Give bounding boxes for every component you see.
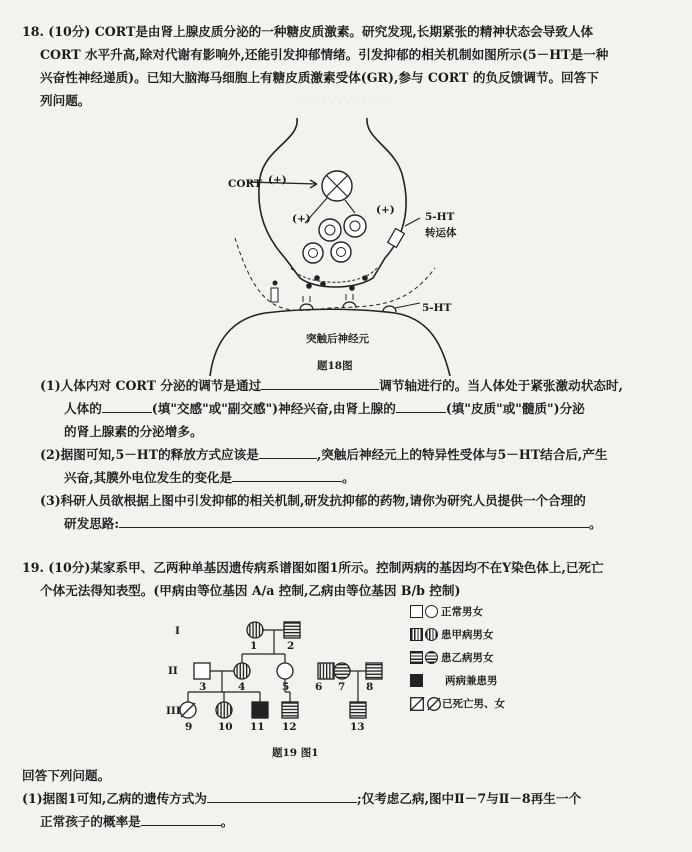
legend-both: 两病兼患男 <box>410 669 505 692</box>
q18-p1-c: 人体的 <box>64 401 102 416</box>
id-11: 11 <box>250 721 265 733</box>
answer-blank-3[interactable] <box>396 398 446 413</box>
bleed-through-text: · · · · · · · · · · · · <box>300 97 388 111</box>
id-13: 13 <box>350 721 365 733</box>
id-9: 9 <box>185 721 193 733</box>
q18-line-3: 兴奋性神经递质)。已知大脑海马细胞上有糖皮质激素受体(GR),参与 CORT 的负反馈调节。回答下 <box>40 70 599 85</box>
answer-blank-8[interactable] <box>141 811 221 826</box>
pedigree-chart <box>150 600 660 760</box>
answer-blank-1[interactable] <box>261 375 379 390</box>
id-2: 2 <box>287 640 295 652</box>
q18-p2-c: 兴奋,其膜外电位发生的变化是 <box>64 470 233 485</box>
id-6: 6 <box>315 681 323 693</box>
q18-p1-d: (填"交感"或"副交感")神经兴奋,由肾上腺的 <box>151 401 396 416</box>
label-postsynaptic-neuron: 突触后神经元 <box>306 333 369 345</box>
id-7: 7 <box>338 681 346 693</box>
id-4: 4 <box>238 681 246 693</box>
label-plus-2: (+) <box>292 213 311 225</box>
q19-p1-c: 正常孩子的概率是 <box>40 814 141 829</box>
q18-line-4: 列问题。 <box>40 93 91 108</box>
pedigree-legend <box>410 600 505 715</box>
id-10: 10 <box>218 721 233 733</box>
answer-blank-6[interactable] <box>119 513 589 528</box>
id-8: 8 <box>366 681 374 693</box>
q18-p2-a: (2)据图可知,5－HT的释放方式应该是 <box>40 447 259 462</box>
q18-p1-f: 的肾上腺素的分泌增多。 <box>64 424 203 439</box>
deceased-icon <box>410 697 442 711</box>
legend-normal: 正常男女 <box>410 600 505 623</box>
q18-p1-b: 调节轴进行的。当人体处于紧张激动状态时, <box>379 378 623 393</box>
q18-p3-c: 。 <box>589 516 602 531</box>
q18-p1-e: (填"皮质"或"髓质")分泌 <box>445 401 585 416</box>
id-5: 5 <box>282 681 290 693</box>
q18-line-2: CORT 水平升高,除对代谢有影响外,还能引发抑郁情绪。引发抑郁的相关机制如图所示(5－HT是一种 <box>40 47 609 62</box>
generation-3-label: III <box>166 705 181 717</box>
q18-p2-b: ,突触后神经元上的特异性受体与5－HT结合后,产生 <box>316 447 608 462</box>
label-plus-1: (+) <box>268 174 287 186</box>
id-12: 12 <box>282 721 297 733</box>
legend-deceased: 已死亡男、女 <box>410 692 505 715</box>
q19-line-1: 19. (10分)某家系甲、乙两种单基因遗传病系谱图如图1所示。控制两病的基因均不在Y染色体上,已死亡 <box>22 560 604 575</box>
q19-p1-a: (1)据图1可知,乙病的遗传方式为 <box>22 791 207 806</box>
legend-disease-a: 患甲病男女 <box>410 623 505 646</box>
answer-blank-4[interactable] <box>259 444 317 459</box>
q18-p3-a: (3)科研人员欲根据上图中引发抑郁的相关机制,研发抗抑郁的药物,请你为研究人员提供一个合理的 <box>40 493 586 508</box>
id-3: 3 <box>199 681 207 693</box>
q19-line-2: 个体无法得知表型。(甲病由等位基因 A/a 控制,乙病由等位基因 B/b 控制) <box>40 583 461 598</box>
question-18-parts <box>22 374 672 535</box>
figure-19-caption: 题19 图1 <box>272 747 319 759</box>
generation-1-label: I <box>175 625 180 637</box>
legend-disease-b: 患乙病男女 <box>410 646 505 669</box>
label-plus-3: (+) <box>376 204 395 216</box>
q18-p1-a: (1)人体内对 CORT 分泌的调节是通过 <box>40 378 262 393</box>
label-5ht-right: 5-HT <box>422 302 452 314</box>
q18-line-1: 18. (10分) CORT是由肾上腺皮质分泌的一种糖皮质激素。研究发现,长期紧张的精神状态会导致人体 <box>22 24 594 39</box>
answer-blank-2[interactable] <box>102 398 152 413</box>
label-transporter: 转运体 <box>425 227 457 239</box>
generation-2-label: II <box>168 665 178 677</box>
figure-18-caption: 题18图 <box>317 360 353 372</box>
q19-p1-b: ;仅考虑乙病,图中Ⅱ－7与Ⅱ－8再生一个 <box>356 791 582 806</box>
q19-answer-intro: 回答下列问题。 <box>22 768 111 783</box>
q18-p2-d: 。 <box>342 470 355 485</box>
question-19-parts <box>22 764 672 833</box>
label-5ht-transporter: 5-HT <box>425 211 455 223</box>
question-19-intro <box>22 556 672 602</box>
id-1: 1 <box>250 640 258 652</box>
q18-p3-b: 研发思路: <box>64 516 120 531</box>
answer-blank-7[interactable] <box>207 788 357 803</box>
question-18-intro <box>22 20 672 112</box>
q19-p1-d: 。 <box>220 814 234 829</box>
answer-blank-5[interactable] <box>232 467 342 482</box>
label-cort: CORT <box>228 178 262 190</box>
